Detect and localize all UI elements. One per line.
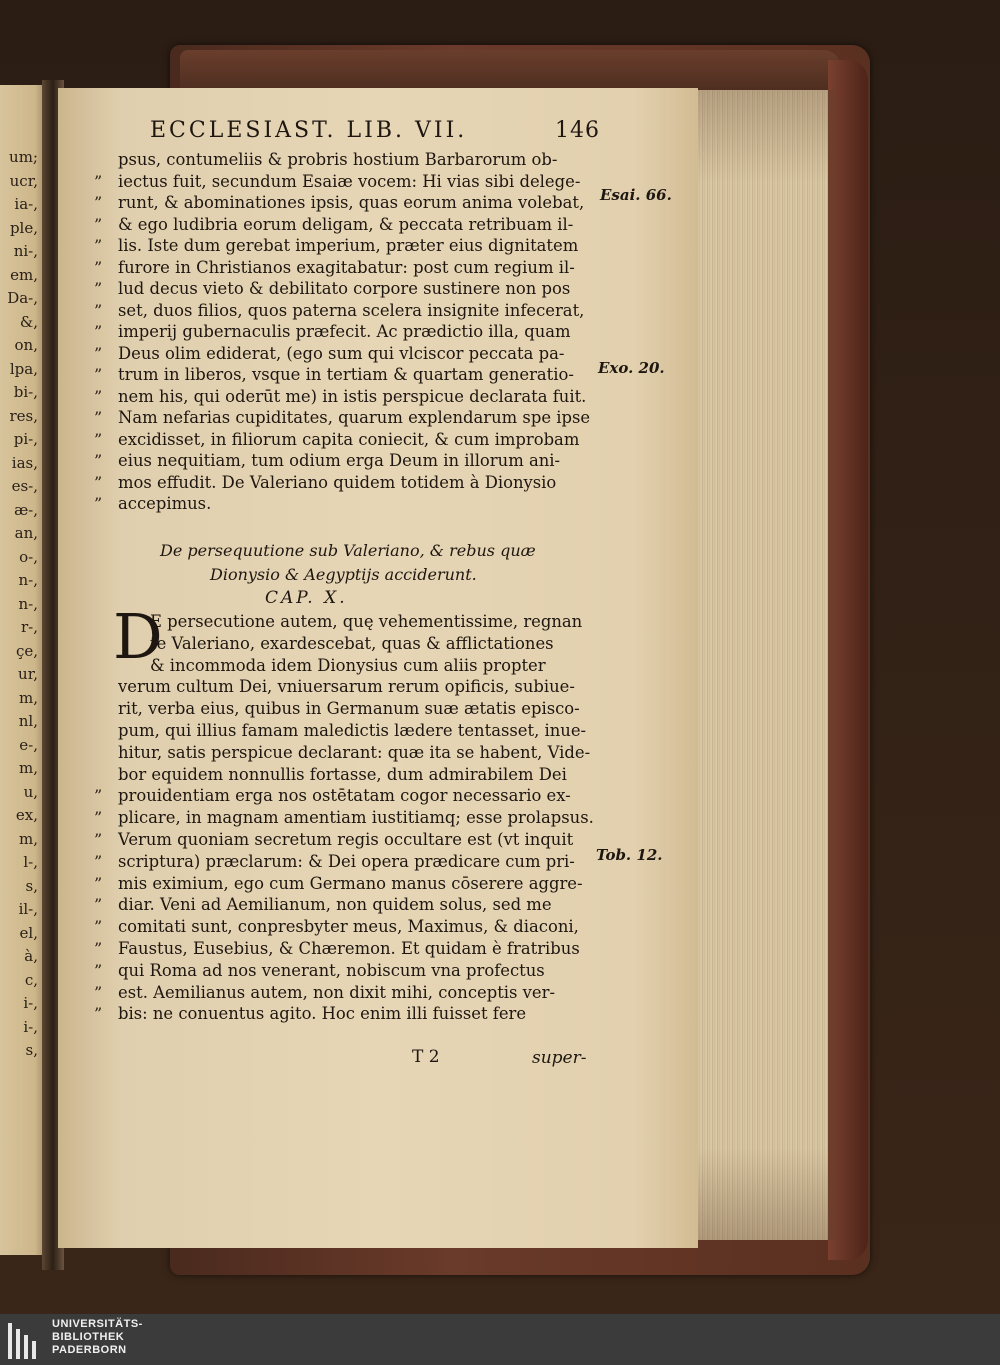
left-page-fragment: ple,: [9, 218, 38, 237]
left-page-fragment: el,: [19, 923, 38, 942]
quotation-mark: ”: [94, 1004, 103, 1024]
quotation-mark: ”: [94, 472, 103, 492]
library-name: UNIVERSITÄTS- BIBLIOTHEK PADERBORN: [52, 1318, 143, 1356]
left-page-fragment: l-,: [23, 853, 38, 871]
text-line: scriptura) præclarum: & Dei opera prædicare cum pri-: [118, 851, 575, 871]
text-line: rit, verba eius, quibus in Germanum suæ ætatis episco-: [118, 699, 580, 719]
text-line: bor equidem nonnullis fortasse, dum admirabilem Dei: [118, 764, 567, 784]
quotation-mark: ”: [94, 408, 103, 427]
quotation-mark: ”: [94, 171, 103, 191]
text-line: mos effudit. De Valeriano quidem totidem à Dionysio: [118, 472, 557, 492]
text-line: iectus fuit, secundum Esaiæ vocem: Hi vias sibi delege-: [118, 171, 581, 191]
text-line: accepimus.: [118, 494, 212, 513]
quotation-mark: ”: [94, 257, 103, 277]
quotation-mark: ”: [94, 851, 103, 871]
quotation-mark: ”: [94, 322, 103, 341]
left-page-fragment: ur,: [18, 665, 38, 683]
quotation-mark: ”: [94, 494, 103, 513]
book-cover-top: [180, 50, 840, 90]
quotation-mark: ”: [94, 939, 103, 958]
left-page-fragment: Da-,: [7, 289, 38, 307]
text-line: prouidentiam erga nos ostētatam cogor necessario ex-: [118, 786, 571, 806]
quotation-mark: ”: [94, 214, 103, 234]
text-line: excidisset, in filiorum capita coniecit, & cum improbam: [118, 429, 580, 449]
section-heading-line2: Dionysio & Aegyptijs acciderunt.: [210, 565, 477, 584]
left-page-fragment: ni-,: [13, 242, 38, 260]
left-page-fragment: m,: [19, 688, 38, 707]
left-page-fragment: em,: [10, 265, 38, 284]
left-page-fragment: i-,: [23, 994, 38, 1012]
text-line: diar. Veni ad Aemilianum, non quidem solus, sed me: [118, 895, 552, 915]
text-line: Nam nefarias cupiditates, quarum explendarum spe ipse: [118, 408, 591, 427]
text-line: psus, contumeliis & probris hostium Barbarorum ob-: [118, 150, 558, 169]
left-page-fragment: o-,: [19, 547, 38, 566]
marginal-note-exo: Exo. 20.: [598, 359, 665, 377]
signature-mark: T 2: [412, 1047, 440, 1067]
quotation-mark: ”: [94, 786, 103, 806]
quotation-mark: ”: [94, 236, 103, 255]
quotation-mark: ”: [94, 808, 103, 828]
left-page-fragment: æ-,: [14, 500, 38, 519]
left-page-fragment: an,: [14, 524, 38, 542]
text-line: plicare, in magnam amentiam iustitiamq; esse prolapsus.: [118, 808, 594, 828]
page-number: 146: [555, 118, 600, 143]
text-line: lud decus vieto & debilitato corpore sustinere non pos: [118, 279, 571, 298]
library-logo-icon: [8, 1323, 44, 1359]
quotation-mark: ”: [94, 873, 103, 893]
left-page-fragment: on,: [14, 336, 38, 354]
marginal-note-esai: Esai. 66.: [600, 186, 672, 204]
text-line: & ego ludibria eorum deligam, & peccata retribuam il-: [118, 214, 574, 234]
left-page-fragment: n-,: [18, 571, 38, 589]
left-page-fragment: nl,: [18, 712, 38, 730]
left-page-fragment: lpa,: [9, 359, 38, 378]
text-line: est. Aemilianus autem, non dixit mihi, conceptis ver-: [118, 982, 555, 1002]
quotation-mark: ”: [94, 300, 103, 320]
left-page-fragment: à,: [24, 947, 38, 965]
quotation-mark: ”: [94, 429, 103, 449]
text-line: set, duos filios, quos paterna scelera insignite infecerat,: [118, 300, 585, 320]
left-page-fragment: um;: [9, 148, 38, 166]
text-line: eius nequitiam, tum odium erga Deum in illorum ani-: [118, 451, 561, 470]
left-page-fragment: ex,: [15, 806, 38, 824]
left-page-fragment: s,: [25, 876, 38, 895]
left-page-fragment: m,: [19, 829, 38, 848]
text-line: bis: ne conuentus agito. Hoc enim illi fuisset fere: [118, 1004, 527, 1024]
running-title: ECCLESIAST. LIB. VII.: [150, 118, 468, 143]
text-line: & incommoda idem Dionysius cum aliis propter: [150, 655, 546, 675]
left-page-fragment: il-,: [18, 900, 38, 918]
library-footer-bar: [0, 1314, 1000, 1365]
quotation-mark: ”: [94, 451, 103, 470]
quotation-mark: ”: [94, 386, 103, 406]
left-page-fragment: c,: [24, 970, 38, 989]
text-line: Verum quoniam secretum regis occultare est (vt inquit: [118, 830, 574, 849]
left-page-fragment: e-,: [19, 735, 38, 754]
drop-cap: D: [113, 600, 163, 673]
text-line: nem his, qui oderūt me) in istis perspicue declarata fuit.: [118, 386, 587, 406]
left-page-fragment: çe,: [15, 641, 38, 660]
text-line: Deus olim ediderat, (ego sum qui vlciscor peccata pa-: [118, 343, 565, 363]
left-page-fragment: m,: [19, 759, 38, 777]
text-line: mis eximium, ego cum Germano manus cōserere aggre-: [118, 873, 583, 893]
left-page-fragment: n-,: [18, 594, 38, 613]
quotation-mark: ”: [94, 982, 103, 1002]
text-line: trum in liberos, vsque in tertiam & quartam generatio-: [118, 365, 574, 384]
left-page-fragment: es-,: [11, 477, 38, 495]
left-page-fragment: u,: [23, 782, 38, 801]
left-page-fragment: res,: [9, 406, 38, 425]
left-page-fragment: i-,: [23, 1017, 38, 1036]
text-line: lis. Iste dum gerebat imperium, præter eius dignitatem: [118, 236, 579, 255]
text-line: te Valeriano, exardescebat, quas & afflictationes: [150, 633, 554, 653]
left-page-fragment: &,: [19, 312, 38, 331]
left-page-fragment: s,: [25, 1041, 38, 1059]
left-page-fragment: bi-,: [13, 383, 38, 401]
left-page-fragment: pi-,: [13, 430, 38, 448]
text-line: verum cultum Dei, vniuersarum rerum opificis, subiue-: [118, 677, 575, 697]
marginal-note-tob: Tob. 12.: [596, 846, 663, 864]
text-line: comitati sunt, conpresbyter meus, Maximus, & diaconi,: [118, 917, 579, 937]
quotation-mark: ”: [94, 343, 103, 363]
quotation-mark: ”: [94, 917, 103, 937]
section-heading-line1: De persequutione sub Valeriano, & rebus quæ: [160, 541, 536, 560]
quotation-mark: ”: [94, 895, 103, 915]
quotation-mark: ”: [94, 365, 103, 384]
text-line: Faustus, Eusebius, & Chæremon. Et quidam è fratribus: [118, 939, 580, 958]
catchword: super-: [532, 1048, 587, 1068]
text-line: furore in Christianos exagitabatur: post cum regium il-: [118, 257, 575, 277]
quotation-mark: ”: [94, 279, 103, 298]
text-line: imperij gubernaculis præfecit. Ac prædictio illa, quam: [118, 322, 571, 341]
text-line: runt, & abominationes ipsis, quas eorum anima volebat,: [118, 193, 585, 212]
text-line: qui Roma ad nos venerant, nobiscum vna profectus: [118, 960, 545, 980]
left-page-fragment: ucr,: [9, 171, 38, 190]
running-header: [150, 118, 600, 146]
left-page-fragment: r-,: [20, 618, 38, 636]
left-page-fragment: ias,: [11, 453, 38, 472]
text-line: E persecutione autem, quę vehementissime, regnan: [150, 612, 583, 631]
quotation-mark: ”: [94, 193, 103, 212]
quotation-mark: ”: [94, 830, 103, 849]
text-line: hitur, satis perspicue declarant: quæ ita se habent, Vide-: [118, 742, 591, 762]
chapter-label: CAP. X.: [265, 588, 348, 608]
left-page-fragment: ia-,: [14, 195, 38, 213]
quotation-mark: ”: [94, 960, 103, 980]
text-line: pum, qui illius famam maledictis lædere tentasset, inue-: [118, 721, 587, 740]
book-cover-edge: [828, 60, 868, 1260]
